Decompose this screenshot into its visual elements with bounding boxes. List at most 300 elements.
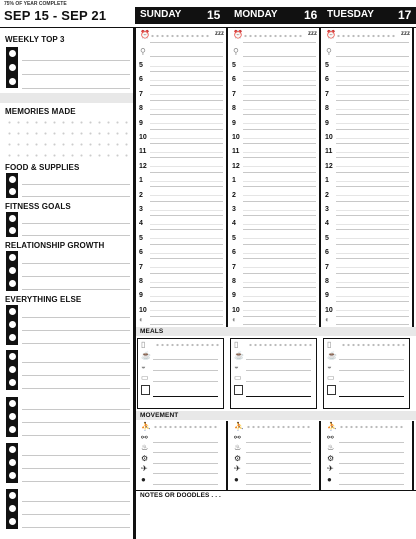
hour-label: 7 xyxy=(325,90,329,98)
water-tracker[interactable] xyxy=(341,342,406,348)
half-hour-line[interactable] xyxy=(336,195,409,196)
hour-line[interactable] xyxy=(336,172,409,173)
half-hour-line[interactable] xyxy=(336,66,409,67)
hour-label: 8 xyxy=(139,105,143,113)
hour-line[interactable] xyxy=(150,201,223,202)
movement-box xyxy=(230,421,317,489)
meals-box xyxy=(323,338,410,409)
movement-line[interactable] xyxy=(153,452,218,453)
checkbox-circle[interactable] xyxy=(9,78,16,85)
half-hour-line[interactable] xyxy=(336,224,409,225)
hour-label: 5 xyxy=(139,62,143,69)
fitness-title: FITNESS GOALS xyxy=(5,202,71,211)
hour-line[interactable] xyxy=(243,215,316,216)
half-hour-line[interactable] xyxy=(150,166,223,167)
hour-line[interactable] xyxy=(243,287,316,288)
half-hour-line[interactable] xyxy=(336,181,409,182)
notes-title: NOTES OR DOODLES . . . xyxy=(140,492,221,499)
hour-label: 9 xyxy=(232,119,236,127)
meal-line[interactable] xyxy=(153,370,218,371)
sneaker-icon: ✈ xyxy=(141,464,148,473)
sleep-tracker[interactable] xyxy=(243,33,304,39)
entry-line[interactable] xyxy=(22,263,130,264)
meal-line[interactable] xyxy=(246,381,311,382)
hour-line[interactable] xyxy=(336,114,409,115)
entry-line[interactable] xyxy=(22,289,130,290)
bicycle-icon: ⚙ xyxy=(234,453,242,463)
hour-label: 6 xyxy=(325,76,329,84)
half-hour-line[interactable] xyxy=(243,80,316,81)
hour-line[interactable] xyxy=(150,316,223,317)
movement-line[interactable] xyxy=(246,484,311,485)
sleep-label: zzz xyxy=(308,31,317,37)
meal-line[interactable] xyxy=(153,381,218,382)
movement-box xyxy=(323,421,410,489)
entry-line[interactable] xyxy=(22,343,130,344)
half-hour-line[interactable] xyxy=(336,80,409,81)
hour-line[interactable] xyxy=(336,316,409,317)
hour-label: 8 xyxy=(325,105,329,113)
sleep-label: zzz xyxy=(215,31,224,37)
meal-line[interactable] xyxy=(246,359,311,360)
half-hour-line[interactable] xyxy=(243,166,316,167)
checkbox-circle[interactable] xyxy=(9,308,16,315)
step-tracker[interactable] xyxy=(339,424,404,430)
hour-label: 2 xyxy=(139,191,143,199)
hour-line[interactable] xyxy=(336,71,409,72)
hour-line[interactable] xyxy=(150,229,223,230)
memories-title: MEMORIES MADE xyxy=(5,107,76,116)
half-hour-line[interactable] xyxy=(243,138,316,139)
coffee-cup-icon: ☕ xyxy=(327,351,337,360)
hour-line[interactable] xyxy=(150,301,223,302)
half-hour-line[interactable] xyxy=(150,123,223,124)
entry-line[interactable] xyxy=(22,235,130,236)
movement-line[interactable] xyxy=(153,473,218,474)
burger-icon: ▭ xyxy=(234,373,242,382)
year-progress-label: 75% OF YEAR COMPLETE xyxy=(4,1,67,7)
checkbox-circle[interactable] xyxy=(9,215,16,222)
half-hour-line[interactable] xyxy=(150,296,223,297)
entry-line[interactable] xyxy=(22,409,130,410)
moon-cycle-icon: ◐ xyxy=(325,315,330,324)
half-hour-line[interactable] xyxy=(150,195,223,196)
notes-rule xyxy=(136,490,416,491)
checkbox-circle[interactable] xyxy=(9,505,16,512)
half-hour-line[interactable] xyxy=(243,123,316,124)
half-hour-line[interactable] xyxy=(243,267,316,268)
hour-line[interactable] xyxy=(336,258,409,259)
hour-line[interactable] xyxy=(150,287,223,288)
header-rule xyxy=(0,27,416,28)
checkbox-circle[interactable] xyxy=(9,227,16,234)
half-hour-line[interactable] xyxy=(243,282,316,283)
column-divider xyxy=(412,421,414,490)
half-hour-line[interactable] xyxy=(150,253,223,254)
hour-label: 5 xyxy=(325,234,329,242)
entry-line[interactable] xyxy=(22,330,130,331)
hour-line[interactable] xyxy=(336,215,409,216)
hour-line[interactable] xyxy=(336,273,409,274)
hour-line[interactable] xyxy=(336,287,409,288)
movement-line[interactable] xyxy=(246,473,311,474)
half-hour-line[interactable] xyxy=(150,109,223,110)
snack-line[interactable] xyxy=(339,396,404,397)
entry-line[interactable] xyxy=(22,196,130,197)
hour-line[interactable] xyxy=(243,143,316,144)
entry-line[interactable] xyxy=(336,42,409,43)
hour-label: 6 xyxy=(139,249,143,257)
half-hour-line[interactable] xyxy=(243,210,316,211)
half-hour-line[interactable] xyxy=(150,210,223,211)
half-hour-line[interactable] xyxy=(243,66,316,67)
entry-line[interactable] xyxy=(22,527,130,528)
column-divider xyxy=(319,27,321,327)
snack-line[interactable] xyxy=(153,396,218,397)
hour-line[interactable] xyxy=(150,157,223,158)
key-icon: ⚲ xyxy=(233,47,239,56)
dumbbell-icon: ⚯ xyxy=(234,432,241,442)
hour-line[interactable] xyxy=(336,85,409,86)
notebook-icon xyxy=(234,385,243,395)
bicycle-icon: ⚙ xyxy=(141,453,149,463)
checkbox-circle[interactable] xyxy=(9,334,16,341)
burger-icon: ▭ xyxy=(327,373,335,382)
meal-line[interactable] xyxy=(339,370,404,371)
hour-label: 7 xyxy=(232,90,236,98)
half-hour-line[interactable] xyxy=(243,94,316,95)
step-tracker[interactable] xyxy=(153,424,218,430)
ball-icon: ● xyxy=(234,474,239,484)
hour-label: 9 xyxy=(139,119,143,127)
checkbox-circle[interactable] xyxy=(9,518,16,525)
checkbox-circle[interactable] xyxy=(9,400,16,407)
entry-line[interactable] xyxy=(22,501,130,502)
hour-line[interactable] xyxy=(243,201,316,202)
hour-line[interactable] xyxy=(150,172,223,173)
half-hour-line[interactable] xyxy=(150,267,223,268)
entry-line[interactable] xyxy=(22,388,130,389)
checkbox-circle[interactable] xyxy=(9,459,16,466)
meal-line[interactable] xyxy=(339,381,404,382)
meal-line[interactable] xyxy=(246,370,311,371)
hour-label: 6 xyxy=(139,76,143,84)
entry-line[interactable] xyxy=(22,481,130,482)
hour-line[interactable] xyxy=(150,85,223,86)
hour-label: 4 xyxy=(325,220,329,228)
checkbox-circle[interactable] xyxy=(9,50,16,57)
half-hour-line[interactable] xyxy=(150,310,223,311)
bicycle-icon: ⚙ xyxy=(327,453,335,463)
main-divider xyxy=(133,27,136,539)
checkbox-circle[interactable] xyxy=(9,353,16,360)
checkbox-circle[interactable] xyxy=(9,188,16,195)
movement-line[interactable] xyxy=(339,484,404,485)
sleep-tracker[interactable] xyxy=(150,33,211,39)
entry-line[interactable] xyxy=(150,324,223,325)
hour-line[interactable] xyxy=(150,258,223,259)
hour-label: 10 xyxy=(232,134,240,141)
entry-line[interactable] xyxy=(22,88,130,89)
hour-label: 7 xyxy=(139,263,143,271)
hour-label: 2 xyxy=(232,191,236,199)
movement-title: MOVEMENT xyxy=(140,412,179,419)
day-name: TUESDAY xyxy=(327,9,374,20)
movement-line[interactable] xyxy=(153,484,218,485)
half-hour-line[interactable] xyxy=(243,296,316,297)
hour-label: 7 xyxy=(325,263,329,271)
hour-label: 8 xyxy=(232,105,236,113)
movement-line[interactable] xyxy=(246,463,311,464)
checkbox-circle[interactable] xyxy=(9,379,16,386)
hour-label: 6 xyxy=(325,249,329,257)
hour-label: 5 xyxy=(325,62,329,69)
checkbox-circle[interactable] xyxy=(9,321,16,328)
half-hour-line[interactable] xyxy=(336,138,409,139)
step-tracker[interactable] xyxy=(246,424,311,430)
half-hour-line[interactable] xyxy=(243,224,316,225)
hour-label: 9 xyxy=(325,292,329,300)
hour-line[interactable] xyxy=(150,114,223,115)
hour-line[interactable] xyxy=(336,301,409,302)
movement-line[interactable] xyxy=(153,463,218,464)
meals-title: MEALS xyxy=(140,328,164,335)
half-hour-line[interactable] xyxy=(243,109,316,110)
checkbox-circle[interactable] xyxy=(9,366,16,373)
walking-icon: ⛹ xyxy=(327,422,337,431)
half-hour-line[interactable] xyxy=(336,152,409,153)
half-hour-line[interactable] xyxy=(150,282,223,283)
hour-line[interactable] xyxy=(150,244,223,245)
hour-label: 7 xyxy=(139,90,143,98)
hour-line[interactable] xyxy=(243,114,316,115)
hour-line[interactable] xyxy=(243,172,316,173)
salad-bowl-icon: ◒ xyxy=(234,362,239,371)
ball-icon: ● xyxy=(327,474,332,484)
checkbox-circle[interactable] xyxy=(9,64,16,71)
hour-line[interactable] xyxy=(150,273,223,274)
hour-label: 5 xyxy=(232,62,236,69)
week-range-title: SEP 15 - SEP 21 xyxy=(4,8,107,23)
entry-line[interactable] xyxy=(243,324,316,325)
coffee-cup-icon: ☕ xyxy=(234,351,244,360)
movement-line[interactable] xyxy=(153,442,218,443)
half-hour-line[interactable] xyxy=(336,282,409,283)
hour-label: 4 xyxy=(139,220,143,228)
hour-label: 6 xyxy=(232,76,236,84)
hour-line[interactable] xyxy=(150,186,223,187)
movement-line[interactable] xyxy=(246,442,311,443)
walking-icon: ⛹ xyxy=(141,422,151,431)
hour-line[interactable] xyxy=(150,71,223,72)
day-number: 15 xyxy=(207,8,221,22)
movement-line[interactable] xyxy=(339,442,404,443)
hour-label: 10 xyxy=(139,134,147,141)
half-hour-line[interactable] xyxy=(336,267,409,268)
hour-label: 3 xyxy=(232,206,236,213)
key-icon: ⚲ xyxy=(326,47,332,56)
half-hour-line[interactable] xyxy=(150,80,223,81)
hour-label: 12 xyxy=(232,162,240,170)
movement-line[interactable] xyxy=(339,473,404,474)
entry-line[interactable] xyxy=(243,42,316,43)
half-hour-line[interactable] xyxy=(150,152,223,153)
hour-label: 11 xyxy=(325,148,333,156)
checkbox-circle[interactable] xyxy=(9,176,16,183)
checkbox-circle[interactable] xyxy=(9,446,16,453)
entry-line[interactable] xyxy=(336,324,409,325)
hour-label: 4 xyxy=(232,220,236,228)
entry-line[interactable] xyxy=(22,375,130,376)
entry-line[interactable] xyxy=(22,455,130,456)
hour-line[interactable] xyxy=(150,129,223,130)
half-hour-line[interactable] xyxy=(150,181,223,182)
hour-label: 5 xyxy=(232,234,236,242)
entry-line[interactable] xyxy=(22,317,130,318)
half-hour-line[interactable] xyxy=(243,253,316,254)
hour-line[interactable] xyxy=(150,215,223,216)
entry-line[interactable] xyxy=(22,60,130,61)
hour-line[interactable] xyxy=(336,129,409,130)
half-hour-line[interactable] xyxy=(336,94,409,95)
hour-label: 1 xyxy=(325,177,329,185)
half-hour-line[interactable] xyxy=(336,296,409,297)
entry-line[interactable] xyxy=(22,74,130,75)
meals-band xyxy=(136,327,416,336)
entry-line[interactable] xyxy=(22,435,130,436)
ball-icon: ● xyxy=(141,474,146,484)
entry-line[interactable] xyxy=(336,56,409,57)
movement-line[interactable] xyxy=(339,463,404,464)
sneaker-icon: ✈ xyxy=(327,464,334,473)
hour-label: 11 xyxy=(139,148,147,156)
entry-line[interactable] xyxy=(243,56,316,57)
hour-label: 9 xyxy=(232,292,236,300)
hour-label: 3 xyxy=(139,206,143,213)
half-hour-line[interactable] xyxy=(336,253,409,254)
half-hour-line[interactable] xyxy=(150,138,223,139)
snack-line[interactable] xyxy=(246,396,311,397)
hour-line[interactable] xyxy=(243,244,316,245)
meal-line[interactable] xyxy=(339,359,404,360)
hour-line[interactable] xyxy=(336,201,409,202)
hour-line[interactable] xyxy=(150,143,223,144)
hour-label: 9 xyxy=(139,292,143,300)
key-icon: ⚲ xyxy=(140,47,146,56)
half-hour-line[interactable] xyxy=(243,238,316,239)
hour-line[interactable] xyxy=(243,258,316,259)
hour-line[interactable] xyxy=(336,157,409,158)
hour-line[interactable] xyxy=(336,100,409,101)
checkbox-circle[interactable] xyxy=(9,426,16,433)
hour-line[interactable] xyxy=(243,301,316,302)
hour-line[interactable] xyxy=(336,229,409,230)
hour-line[interactable] xyxy=(336,244,409,245)
meditation-icon: ♨ xyxy=(141,443,149,452)
meditation-icon: ♨ xyxy=(327,443,335,452)
half-hour-line[interactable] xyxy=(336,210,409,211)
hour-line[interactable] xyxy=(243,100,316,101)
hour-line[interactable] xyxy=(150,100,223,101)
checkbox-circle[interactable] xyxy=(9,413,16,420)
half-hour-line[interactable] xyxy=(243,310,316,311)
notes-area[interactable] xyxy=(136,500,416,539)
entry-line[interactable] xyxy=(150,42,223,43)
half-hour-line[interactable] xyxy=(336,238,409,239)
half-hour-line[interactable] xyxy=(243,195,316,196)
half-hour-line[interactable] xyxy=(150,66,223,67)
half-hour-line[interactable] xyxy=(336,166,409,167)
checkbox-circle[interactable] xyxy=(9,280,16,287)
entry-line[interactable] xyxy=(22,184,130,185)
entry-line[interactable] xyxy=(22,362,130,363)
checkbox-circle[interactable] xyxy=(9,254,16,261)
entry-line[interactable] xyxy=(150,56,223,57)
hour-label: 10 xyxy=(232,306,240,314)
day-number: 16 xyxy=(304,8,318,22)
half-hour-line[interactable] xyxy=(150,224,223,225)
movement-line[interactable] xyxy=(339,452,404,453)
column-divider xyxy=(412,27,414,327)
alarm-clock-icon: ⏰ xyxy=(140,30,150,39)
hour-line[interactable] xyxy=(243,229,316,230)
half-hour-line[interactable] xyxy=(243,152,316,153)
hour-line[interactable] xyxy=(243,129,316,130)
water-tracker[interactable] xyxy=(248,342,313,348)
checkbox-circle[interactable] xyxy=(9,472,16,479)
entry-line[interactable] xyxy=(22,422,130,423)
water-glass-icon: ▯ xyxy=(327,340,332,349)
moon-cycle-icon: ◐ xyxy=(232,315,237,324)
entry-line[interactable] xyxy=(22,276,130,277)
sleep-tracker[interactable] xyxy=(336,33,397,39)
meals-box xyxy=(230,338,317,409)
hour-label: 1 xyxy=(139,177,143,185)
hour-line[interactable] xyxy=(243,157,316,158)
hour-line[interactable] xyxy=(243,273,316,274)
half-hour-line[interactable] xyxy=(336,123,409,124)
hour-line[interactable] xyxy=(243,71,316,72)
hour-line[interactable] xyxy=(243,85,316,86)
entry-line[interactable] xyxy=(22,468,130,469)
entry-line[interactable] xyxy=(22,223,130,224)
entry-line[interactable] xyxy=(22,514,130,515)
meal-line[interactable] xyxy=(153,359,218,360)
hour-line[interactable] xyxy=(243,186,316,187)
hour-label: 12 xyxy=(139,162,147,170)
memories-dot-grid[interactable] xyxy=(5,117,130,160)
half-hour-line[interactable] xyxy=(336,109,409,110)
column-divider xyxy=(226,27,228,327)
checkbox-circle[interactable] xyxy=(9,267,16,274)
water-tracker[interactable] xyxy=(155,342,220,348)
hour-line[interactable] xyxy=(336,186,409,187)
hour-label: 6 xyxy=(232,249,236,257)
half-hour-line[interactable] xyxy=(336,310,409,311)
salad-bowl-icon: ◒ xyxy=(327,362,332,371)
column-divider xyxy=(226,421,228,490)
movement-line[interactable] xyxy=(246,452,311,453)
hour-label: 2 xyxy=(325,191,329,199)
checkbox-circle[interactable] xyxy=(9,492,16,499)
half-hour-line[interactable] xyxy=(150,238,223,239)
half-hour-line[interactable] xyxy=(243,181,316,182)
hour-line[interactable] xyxy=(243,316,316,317)
day-number: 17 xyxy=(398,8,412,22)
hour-line[interactable] xyxy=(336,143,409,144)
water-glass-icon: ▯ xyxy=(141,340,146,349)
half-hour-line[interactable] xyxy=(150,94,223,95)
